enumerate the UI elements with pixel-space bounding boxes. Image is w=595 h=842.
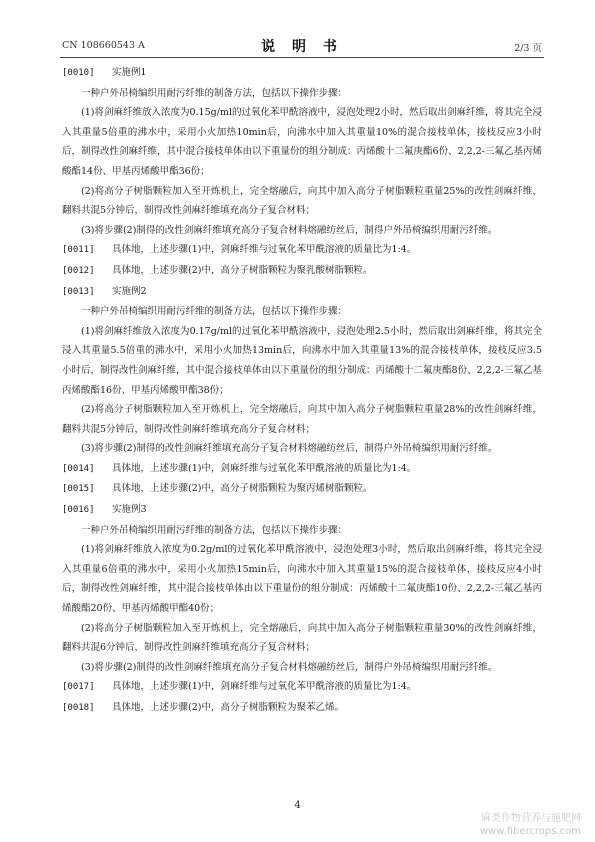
paragraph-text: (1)将剑麻纤维放入浓度为0.17g/ml的过氧化苯甲酰溶液中，浸泡处理2.5小时，然后取出剑麻纤维，将其完全浸入其重量5.5倍重的沸水中，采用小火加热13min后，向沸水中加入其重量13%的混合接枝单体，接枝反应3.5小时后，制得改性剑麻纤维，其中混合接枝单体由以下重量份的组分制成：丙烯酸十二氟庚酯8份、2,2,2-三氟乙基丙烯酸酯16份、甲基丙烯酸甲酯38份； [62,325,542,396]
paragraph [62,619,542,658]
document-title: 说 明 书 [261,39,343,55]
paragraph-number: [0012] [62,265,95,276]
paragraph-text: 一种户外吊椅编织用耐污纤维的制备方法，包括以下操作步骤： [81,87,348,99]
paragraph-number: [0011] [62,245,95,256]
header-rule [60,57,544,58]
paragraph [62,677,542,698]
paragraph [62,84,542,104]
paragraph [62,698,542,719]
page-number: 4 [294,800,301,811]
paragraph [62,521,542,541]
paragraph [62,282,542,303]
paragraph-number: [0017] [62,682,95,693]
paragraph-text: (3)将步骤(2)制得的改性剑麻纤维填充高分子复合材料熔融纺丝后，制得户外吊椅编织用耐污纤维。 [81,661,498,673]
page-indicator: 2/3 页 [514,43,542,54]
paragraph [62,302,542,322]
paragraph-text: 实施例3 [112,504,147,516]
paragraph-text: 具体地，上述步骤(2)中，高分子树脂颗粒为聚苯乙烯。 [112,702,344,713]
paragraph-number: [0010] [62,68,95,78]
document-body [62,63,542,719]
paragraph-number: [0016] [62,505,95,516]
paragraph [62,322,542,400]
paragraph-number: [0014] [62,463,95,474]
page-header [62,36,542,54]
paragraph-text: 一种户外吊椅编织用耐污纤维的制备方法，包括以下操作步骤： [81,306,348,318]
paragraph-text: (3)将步骤(2)制得的改性剑麻纤维填充高分子复合材料熔融纺丝后，制得户外吊椅编织用耐污纤维。 [81,443,498,455]
paragraph-text: 具体地，上述步骤(1)中，剑麻纤维与过氧化苯甲酰溶液的质量比为1:4。 [112,681,417,693]
paragraph-text: 实施例2 [112,285,147,297]
paragraph [62,240,542,261]
watermark-url: www.fibercrops.com [479,826,581,837]
paragraph [62,658,542,678]
paragraph-text: 具体地，上述步骤(1)中，剑麻纤维与过氧化苯甲酰溶液的质量比为1:4。 [112,462,417,474]
paragraph-text: 实施例1 [112,67,147,78]
paragraph-text: (2)将高分子树脂颗粒加入至开炼机上，完全熔融后，向其中加入高分子树脂颗粒重量30%的改性剑麻纤维，翻料共混6分钟后，制得改性剑麻纤维填充高分子复合材料； [62,622,542,654]
paragraph [62,479,542,500]
paragraph-text: 具体地，上述步骤(1)中，剑麻纤维与过氧化苯甲酰溶液的质量比为1:4。 [112,244,417,256]
paragraph [62,182,542,221]
watermark [480,812,581,838]
paragraph-text: (2)将高分子树脂颗粒加入至开炼机上，完全熔融后，向其中加入高分子树脂颗粒重量25%的改性剑麻纤维，翻料共混5分钟后，制得改性剑麻纤维填充高分子复合材料； [62,185,542,217]
paragraph-text: (1)将剑麻纤维放入浓度为0.15g/ml的过氧化苯甲酰溶液中，浸泡处理2小时，然后取出剑麻纤维，将其完全浸入其重量5倍重的沸水中，采用小火加热10min后，向沸水中加入其重量10%的混合接枝单体，接枝反应3小时后，制得改性剑麻纤维，其中混合接枝单体由以下重量份的组分制成：丙烯酸十二氟庚酯6份、2,2,2-三氟乙基丙烯酸酯14份、甲基丙烯酸甲酯36份； [62,107,542,177]
paragraph [62,63,542,84]
publication-number: CN 108660543 A [62,40,145,51]
paragraph [62,459,542,480]
paragraph-number: [0015] [62,484,95,495]
paragraph [62,439,542,459]
paragraph-text: 一种户外吊椅编织用耐污纤维的制备方法，包括以下操作步骤： [81,524,348,536]
watermark-name: 麻类作物营养与施肥网 [481,813,581,824]
paragraph-text: (3)将步骤(2)制得的改性剑麻纤维填充高分子复合材料熔融纺丝后，制得户外吊椅编织用耐污纤维。 [81,224,498,236]
paragraph [62,261,542,282]
paragraph-text: 具体地，上述步骤(2)中，高分子树脂颗粒为聚乳酸树脂颗粒。 [112,264,373,276]
paragraph [62,540,542,618]
paragraph [62,221,542,241]
paragraph-text: 具体地，上述步骤(2)中，高分子树脂颗粒为聚丙烯树脂颗粒。 [112,483,373,495]
paragraph-number: [0018] [62,703,95,713]
paragraph [62,500,542,521]
paragraph-number: [0013] [62,286,95,297]
paragraph-text: (2)将高分子树脂颗粒加入至开炼机上，完全熔融后，向其中加入高分子树脂颗粒重量28%的改性剑麻纤维，翻料共混5分钟后，制得改性剑麻纤维填充高分子复合材料； [62,404,542,435]
paragraph [62,400,542,439]
paragraph-text: (1)将剑麻纤维放入浓度为0.2g/ml的过氧化苯甲酰溶液中，浸泡处理3小时，然后取出剑麻纤维，将其完全浸入其重量6倍重的沸水中，采用小火加热15min后，向沸水中加入其重量15%的混合接枝单体，接枝反应4小时后，制得改性剑麻纤维，其中混合接枝单体由以下重量份的组分制成：丙烯酸十二氟庚酯10份、2,2,2-三氟乙基丙烯酸酯20份、甲基丙烯酸甲酯40份； [62,544,542,615]
paragraph [62,103,542,181]
